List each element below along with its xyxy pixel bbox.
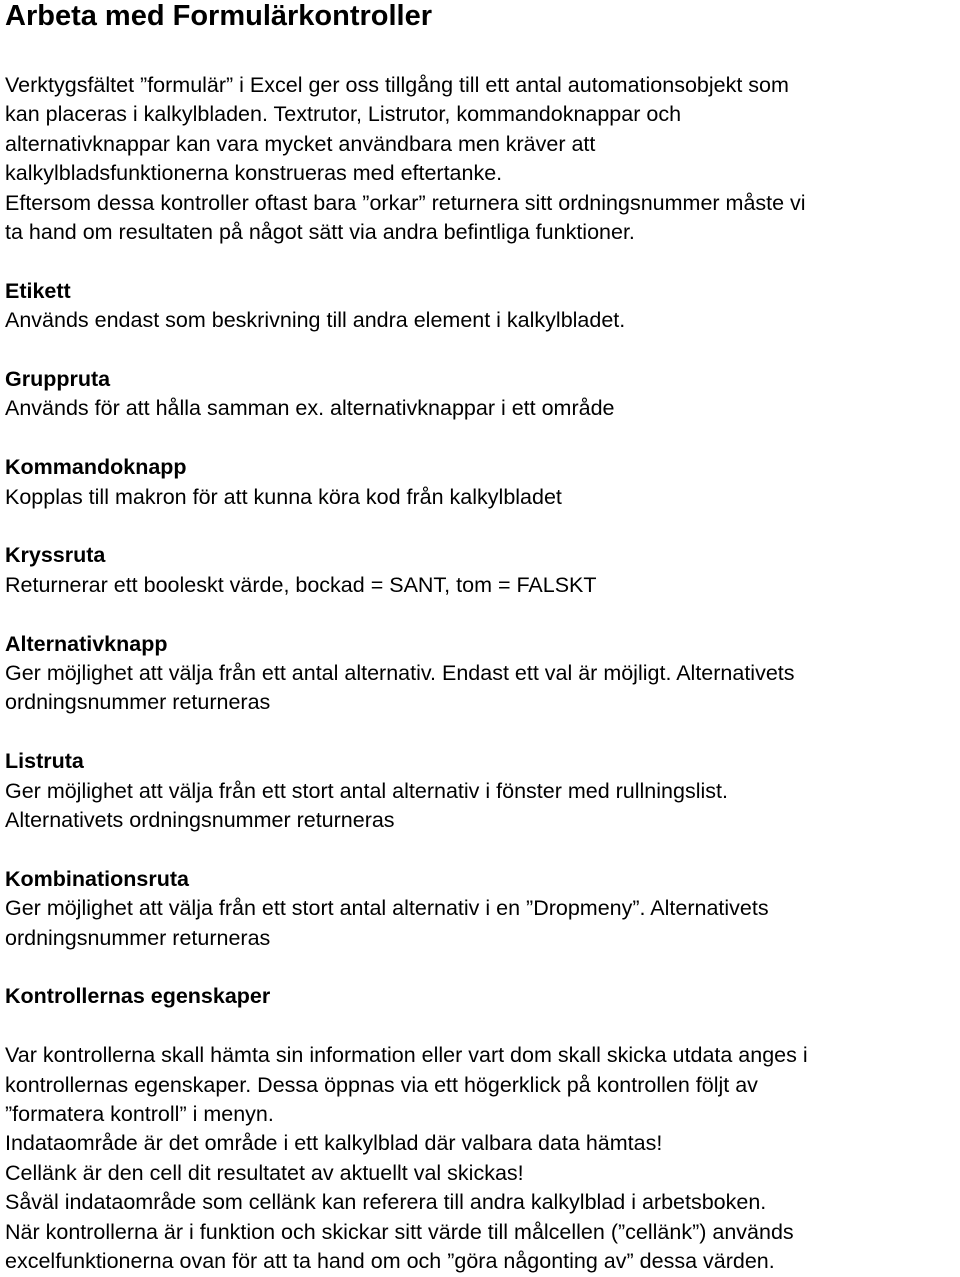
section-text: ordningsnummer returneras	[5, 690, 271, 715]
section-listruta	[5, 747, 957, 835]
intro-line: ta hand om resultaten på något sätt via andra befintliga funktioner.	[5, 220, 635, 245]
section-heading: Listruta	[5, 749, 84, 774]
section-text: Används endast som beskrivning till andra element i kalkylbladet.	[5, 308, 626, 333]
section-heading: Kombinationsruta	[5, 866, 189, 891]
section-text: Ger möjlighet att välja från ett antal alternativ. Endast ett val är möjligt. Alternativets	[5, 661, 795, 686]
spacer	[5, 1012, 957, 1041]
intro-line: alternativknappar kan vara mycket användbara men kräver att	[5, 131, 596, 156]
section-kombinationsruta	[5, 865, 957, 953]
section-heading: Alternativknapp	[5, 631, 168, 656]
section-text: ordningsnummer returneras	[5, 925, 271, 950]
properties-line: excelfunktionerna ovan för att ta hand om och ”göra någonting av” dessa värden.	[5, 1249, 775, 1274]
section-heading: Kommandoknapp	[5, 455, 187, 480]
properties-line: ”formatera kontroll” i menyn.	[5, 1102, 274, 1127]
properties-heading: Kontrollernas egenskaper	[5, 984, 271, 1009]
properties-line: Cellänk är den cell dit resultatet av aktuellt val skickas!	[5, 1160, 524, 1185]
section-text: Returnerar ett booleskt värde, bockad = SANT, tom = FALSKT	[5, 572, 597, 597]
section-etikett	[5, 277, 957, 336]
section-kommandoknapp	[5, 453, 957, 512]
intro-line: Verktygsfältet ”formulär” i Excel ger oss tillgång till ett antal automationsobjekt som	[5, 73, 789, 97]
intro-line: kan placeras i kalkylbladen. Textrutor, Listrutor, kommandoknappar och	[5, 102, 682, 127]
intro-line: kalkylbladsfunktionerna konstrueras med eftertanke.	[5, 161, 503, 186]
properties-line: kontrollernas egenskaper. Dessa öppnas via ett högerklick på kontrollen följt av	[5, 1072, 758, 1097]
section-heading: Kryssruta	[5, 543, 106, 568]
properties-line: Såväl indataområde som cellänk kan referera till andra kalkylblad i arbetsboken.	[5, 1190, 767, 1215]
document-page	[5, 0, 957, 1277]
properties-line: Var kontrollerna skall hämta sin information eller vart dom skall skicka utdata anges i	[5, 1043, 808, 1068]
properties-line: När kontrollerna är i funktion och skickar sitt värde till målcellen (”cellänk”) används	[5, 1219, 794, 1244]
section-text: Kopplas till makron för att kunna köra kod från kalkylbladet	[5, 484, 562, 509]
section-text: Ger möjlighet att välja från ett stort antal alternativ i en ”Dropmeny”. Alternativets	[5, 896, 769, 921]
page-title: Arbeta med Formulärkontroller	[5, 0, 433, 32]
properties-line: Indataområde är det område i ett kalkylblad där valbara data hämtas!	[5, 1131, 663, 1156]
section-text: Alternativets ordningsnummer returneras	[5, 808, 395, 833]
section-properties	[5, 982, 957, 1276]
section-gruppruta	[5, 365, 957, 424]
intro-paragraph	[5, 71, 957, 247]
section-kryssruta	[5, 541, 957, 600]
section-heading: Gruppruta	[5, 367, 111, 392]
section-heading: Etikett	[5, 278, 71, 303]
section-alternativknapp	[5, 630, 957, 718]
section-text: Ger möjlighet att välja från ett stort antal alternativ i fönster med rullningslist.	[5, 778, 728, 803]
intro-line: Eftersom dessa kontroller oftast bara ”orkar” returnera sitt ordningsnummer måste vi	[5, 190, 806, 215]
section-text: Används för att hålla samman ex. alternativknappar i ett område	[5, 396, 615, 421]
